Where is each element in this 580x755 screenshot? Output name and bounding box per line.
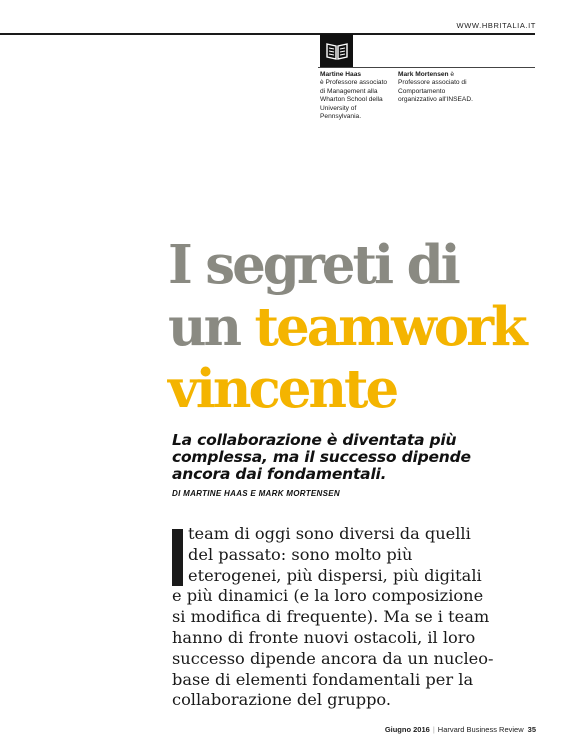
site-url[interactable]: WWW.HBRITALIA.IT — [456, 21, 536, 30]
body-line: eterogenei, più dispersi, più digitali — [188, 565, 482, 585]
byline: DI MARTINE HAAS E MARK MORTENSEN — [172, 489, 340, 498]
author-bio-text: è Professore associato di Management alla Wharton School della University of Pennsylvania. — [320, 79, 388, 121]
body-line: del passato: sono molto più — [188, 544, 413, 564]
footer-magazine: Harvard Business Review — [437, 725, 524, 734]
author-name: Martine Haas — [320, 71, 362, 78]
section-rule — [318, 67, 535, 68]
page-number: 35 — [527, 725, 536, 734]
body-line: base di elementi fondamentali per la — [172, 669, 474, 689]
headline-line-2-accent: teamwork — [254, 296, 525, 358]
author-bio-haas — [320, 71, 392, 121]
article-headline — [168, 234, 568, 420]
open-book-icon — [320, 34, 353, 67]
body-line: si modifica di frequente). Ma se i team — [172, 607, 490, 627]
footer-separator: | — [432, 725, 435, 734]
author-name: Mark Mortensen — [398, 71, 449, 78]
article-body — [172, 524, 540, 711]
body-line: team di oggi sono diversi da quelli — [188, 524, 471, 543]
body-line: successo dipende ancora da un nucleo- — [172, 648, 494, 668]
headline-line-3: vincente — [168, 358, 397, 420]
drop-cap — [172, 529, 183, 586]
body-line: hanno di fronte nuovi ostacoli, il loro — [172, 627, 476, 647]
headline-line-2-gray: un — [168, 296, 255, 358]
headline-line-1: I segreti di — [168, 234, 458, 296]
footer-issue: Giugno 2016 — [384, 725, 430, 734]
author-bio-mortensen — [398, 71, 478, 105]
top-rule — [0, 33, 535, 35]
page-footer — [385, 725, 536, 734]
body-line: e più dinamici (e la loro composizione — [172, 586, 484, 606]
body-line: collaborazione del gruppo. — [172, 690, 392, 710]
article-deck: La collaborazione è diventata più complessa, ma il successo dipende ancora dai fondamentali. — [172, 431, 471, 483]
author-bio-text: è Professore associato di Comportamento organizzativo all'INSEAD. — [398, 71, 473, 104]
